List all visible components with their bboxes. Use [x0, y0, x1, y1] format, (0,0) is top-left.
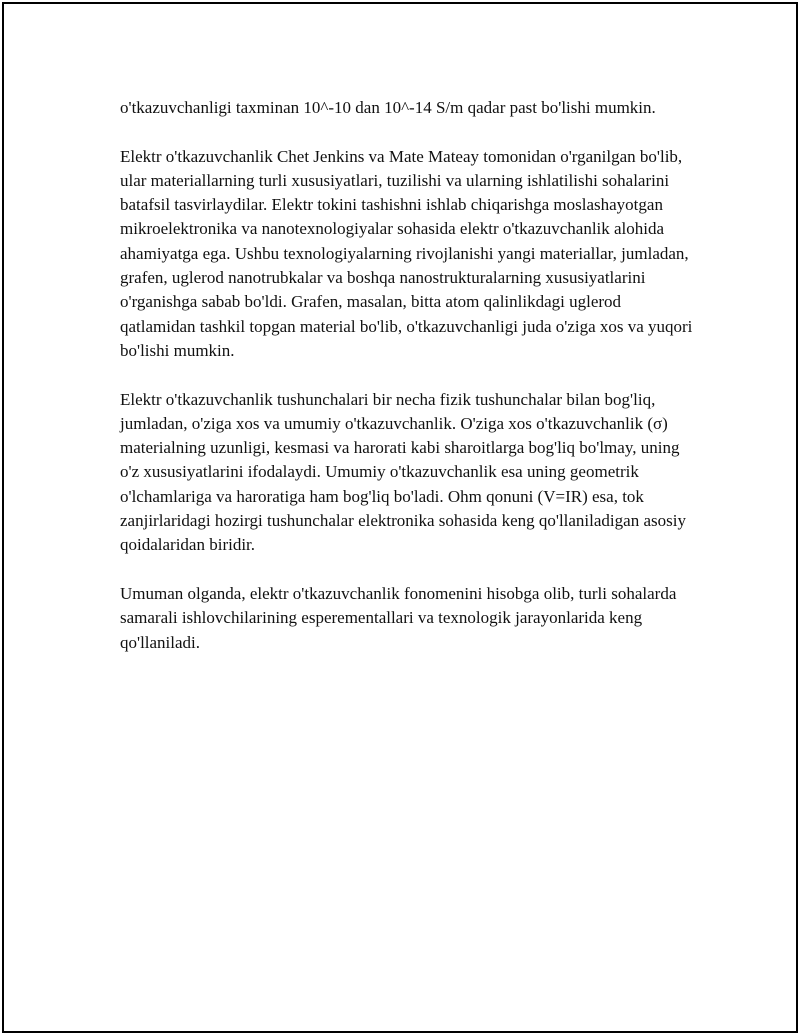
paragraph-1: o'tkazuvchanligi taxminan 10^-10 dan 10^-14 S/m qadar past bo'lishi mumkin. [120, 98, 656, 117]
paragraph-2: Elektr o'tkazuvchanlik Chet Jenkins va Mate Mateay tomonidan o'rganilgan bo'lib, ular materiallarning turli xususiyatlari, tuzilishi va ularning ishlatilishi sohalarini batafsil tasvirlaydilar. Elektr tokini tashishni ishlab chiqarishga moslashayotgan mikroelektronika va nanotexnologiyalar sohasida elektr o'tkazuvchanlik alohida ahamiyatga ega. Ushbu texnologiyalarning rivojlanishi yangi materiallar, jumladan, grafen, uglerod nanotrubkalar va boshqa nanostrukturalarning xususiyatlarini o'rganishga sabab bo'ldi. Grafen, masalan, bitta atom qalinlikdagi uglerod qatlamidan tashkil topgan material bo'lib, o'tkazuvchanligi juda o'ziga xos va yuqori bo'lishi mumkin. [120, 146, 693, 360]
paragraph-3: Elektr o'tkazuvchanlik tushunchalari bir necha fizik tushunchalar bilan bog'liq, jumladan, o'ziga xos va umumiy o'tkazuvchanlik. O'ziga xos o'tkazuvchanlik (σ) materialning uzunligi, kesmasi va harorati kabi sharoitlarga bog'liq bo'lmay, uning o'z xususiyatlarini ifodalaydi. Umumiy o'tkazuvchanlik esa uning geometrik o'lchamlariga va haroratiga ham bog'liq bo'ladi. Ohm qonuni (V=IR) esa, tok zanjirlaridagi hozirgi tushunchalar elektronika sohasida keng qo'llaniladigan asosiy qoidalaridan biridir. [120, 389, 686, 555]
document-body [120, 96, 700, 679]
document-page [2, 2, 798, 1033]
paragraph-4: Umuman olganda, elektr o'tkazuvchanlik fonomenini hisobga olib, turli sohalarda samarali ishlovchilarining esperementallari va texnologik jarayonlarida keng qo'llaniladi. [120, 583, 677, 652]
